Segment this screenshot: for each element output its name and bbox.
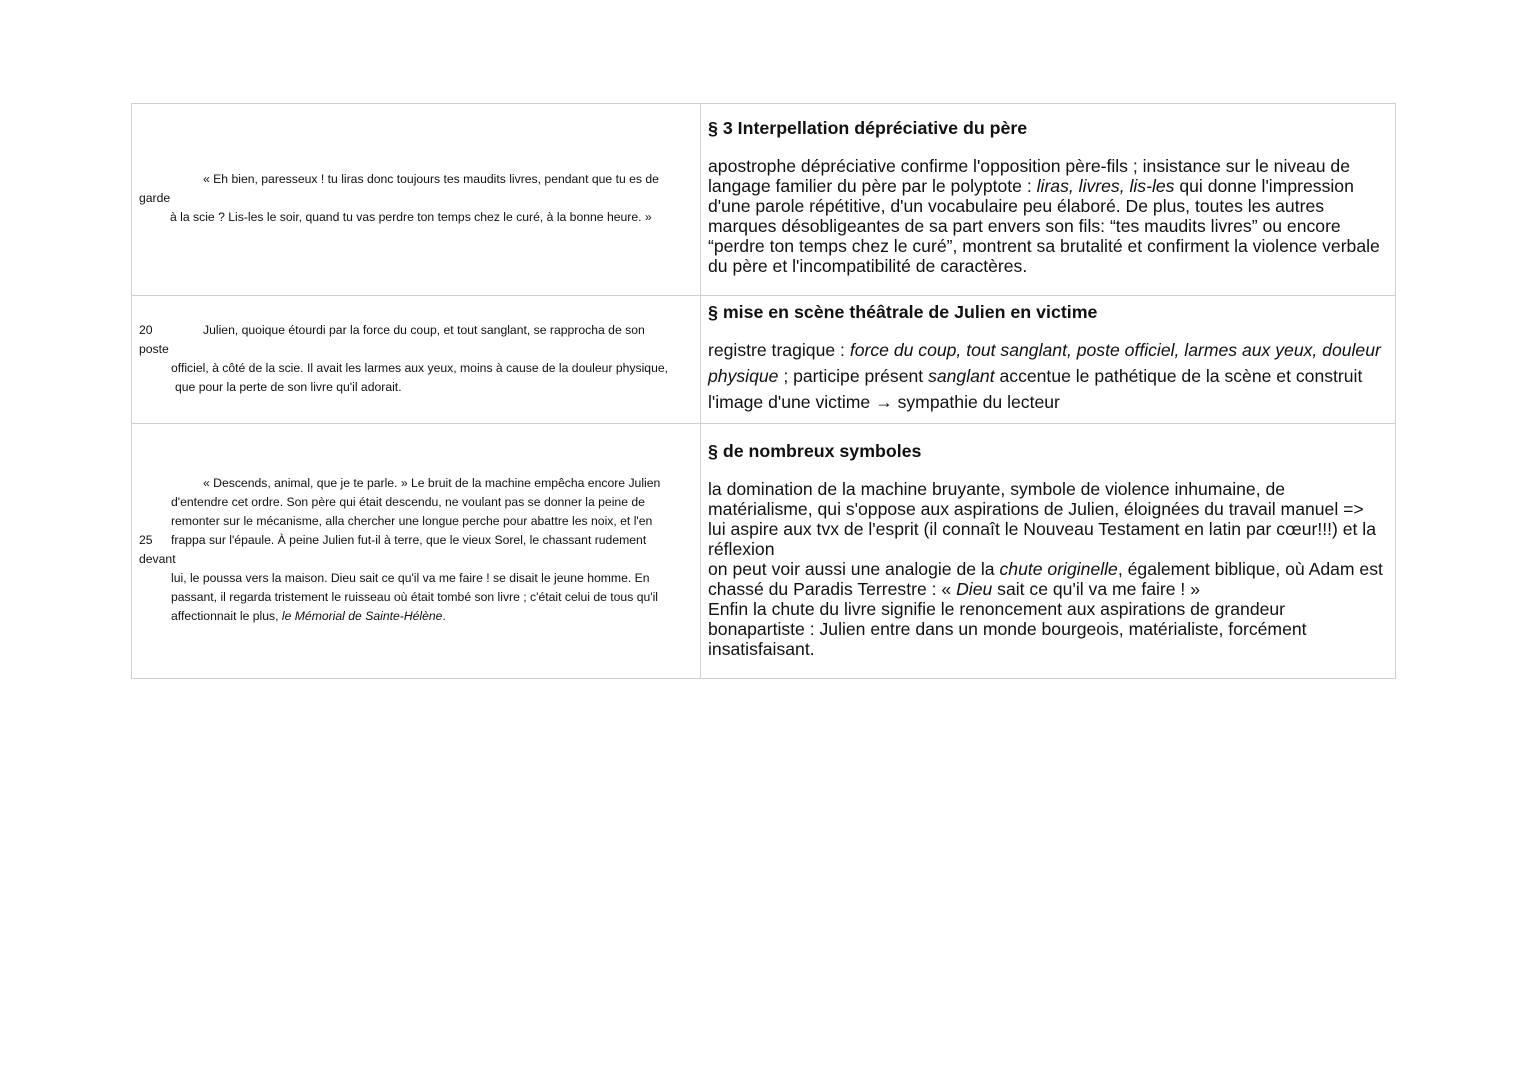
text-line: affectionnait le plus, le Mémorial de Sainte-Hélène. [171,609,446,623]
section-heading: § mise en scène théâtrale de Julien en victime [708,302,1098,322]
text-line: « Descends, animal, que je te parle. » Le bruit de la machine empêcha encore Julien [203,476,661,490]
text-line: à la scie ? Lis-les le soir, quand tu vas perdre ton temps chez le curé, à la bonne heure. » [170,210,652,224]
commentary-cell [701,296,1395,423]
commentary-cell [701,104,1395,295]
source-text-cell [132,424,701,678]
line-number: 20 [139,323,153,337]
text-line: d'entendre cet ordre. Son père qui était descendu, ne voulant pas se donner la peine de [171,495,645,509]
section-heading: § 3 Interpellation dépréciative du père [708,118,1028,138]
source-text-cell [132,296,701,423]
commentary-paragraph: Enfin la chute du livre signifie le renoncement aux aspirations de grandeur bonapartiste : Julien entre dans un monde bourgeois, matérialiste, forcément insatisfaisant. [708,599,1307,659]
source-text-cell [132,104,701,295]
table-row [132,104,1395,295]
text-line: que pour la perte de son livre qu'il adorait. [175,380,402,394]
text-line: frappa sur l'épaule. À peine Julien fut-il à terre, que le vieux Sorel, le chassant rudement [171,533,647,547]
text-line: garde [139,191,171,205]
commentary-paragraph: apostrophe dépréciative confirme l'opposition père-fils ; insistance sur le niveau de langage familier du père par le polyptote : liras, livres, lis-les qui donne l'impression d'une parole répétitive, d'un vocabulaire peu élaboré. De plus, toutes les autres marques désobligeantes de sa part envers son fils: “tes maudits livres” ou encore “perdre ton temps chez le curé”, montrent sa brutalité et confirment la violence verbale du père et l'incompatibilité de caractères. [708,156,1380,276]
text-line: poste [139,342,169,356]
line-number: 25 [139,533,153,547]
text-line: devant [139,552,176,566]
commentary-cell [701,424,1395,678]
section-heading: § de nombreux symboles [708,441,922,461]
commentary-paragraph: registre tragique : force du coup, tout sanglant, poste officiel, larmes aux yeux, douleur physique ; participe présent sanglant accentue le pathétique de la scène et construit l'image d'une victime → sympathie du lecteur [708,340,1381,412]
text-line: officiel, à côté de la scie. Il avait les larmes aux yeux, moins à cause de la douleur physique, [171,361,669,375]
commentary-paragraph: la domination de la machine bruyante, symbole de violence inhumaine, de matérialisme, qui s'oppose aux aspirations de Julien, éloignées du travail manuel => lui aspire aux tvx de l'esprit (il connaît le Nouveau Testament en latin par cœur!!!) et la réflexion [708,479,1377,559]
analysis-table [131,103,1396,679]
text-line: Julien, quoique étourdi par la force du coup, et tout sanglant, se rapprocha de son [203,323,645,337]
text-line: lui, le poussa vers la maison. Dieu sait ce qu'il va me faire ! se disait le jeune homme. En [171,571,650,585]
table-row [132,295,1395,423]
text-line: « Eh bien, paresseux ! tu liras donc toujours tes maudits livres, pendant que tu es de [203,172,659,186]
text-line: remonter sur le mécanisme, alla chercher une longue perche pour abattre les noix, et l'en [171,514,653,528]
commentary-paragraph: on peut voir aussi une analogie de la chute originelle, également biblique, où Adam est chassé du Paradis Terrestre : « Dieu sait ce qu'il va me faire ! » [708,559,1383,599]
text-line: passant, il regarda tristement le ruisseau où était tombé son livre ; c'était celui de tous qu'il [171,590,658,604]
table-row [132,423,1395,678]
